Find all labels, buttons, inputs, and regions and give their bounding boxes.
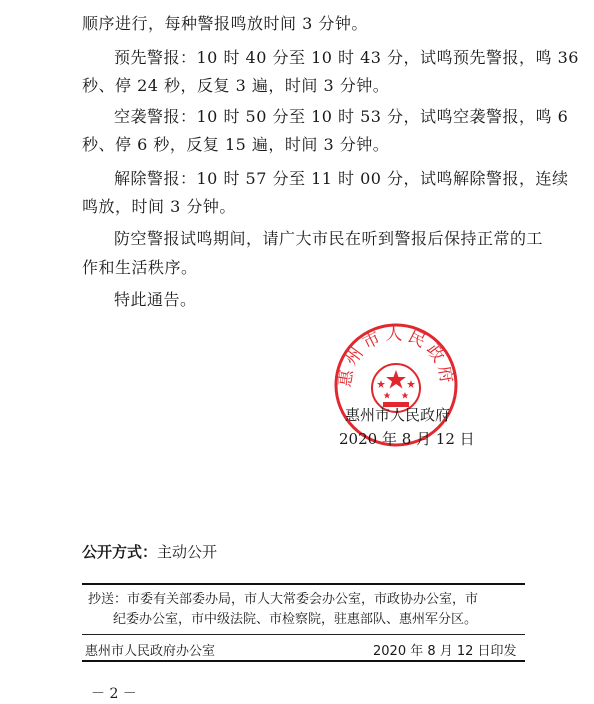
body-line: 秒、停 6 秒，反复 15 遍，时间 3 分钟。 [82, 135, 390, 154]
body-line: 鸣放，时间 3 分钟。 [82, 197, 236, 216]
body-line: 特此通告。 [114, 290, 197, 309]
print-date: 2020 年 8 月 12 日印发 [373, 644, 517, 659]
disclosure-line [82, 541, 217, 562]
divider [82, 634, 525, 635]
issuing-office: 惠州市人民政府办公室 [85, 644, 216, 659]
body-line: 顺序进行，每种警报鸣放时间 3 分钟。 [82, 14, 368, 33]
cc-line: 抄送：市委有关部委办局，市人大常委会办公室，市政协办公室，市 [88, 592, 479, 607]
issue-date: 2020 年 8 月 12 日 [339, 430, 475, 448]
svg-text:惠州市人民政府: 惠州市人民政府 [335, 324, 457, 389]
disclosure-value: 主动公开 [157, 543, 218, 561]
divider [82, 660, 525, 662]
body-line: 空袭警报：10 时 50 分至 10 时 53 分，试鸣空袭警报，鸣 6 [114, 107, 569, 126]
divider [82, 583, 525, 585]
disclosure-label: 公开方式： [82, 543, 158, 561]
page-number: － 2 － [91, 686, 137, 702]
body-line: 预先警报：10 时 40 分至 10 时 43 分，试鸣预先警报，鸣 36 [114, 48, 579, 67]
body-line: 解除警报：10 时 57 分至 11 时 00 分，试鸣解除警报，连续 [114, 169, 569, 188]
body-line: 秒、停 24 秒，反复 3 遍，时间 3 分钟。 [82, 76, 390, 95]
cc-line: 纪委办公室，市中级法院、市检察院，驻惠部队、惠州军分区。 [113, 612, 478, 627]
body-line: 防空警报试鸣期间，请广大市民在听到警报后保持正常的工 [114, 229, 544, 248]
issuer-name: 惠州市人民政府 [345, 406, 451, 424]
body-line: 作和生活秩序。 [82, 258, 198, 277]
